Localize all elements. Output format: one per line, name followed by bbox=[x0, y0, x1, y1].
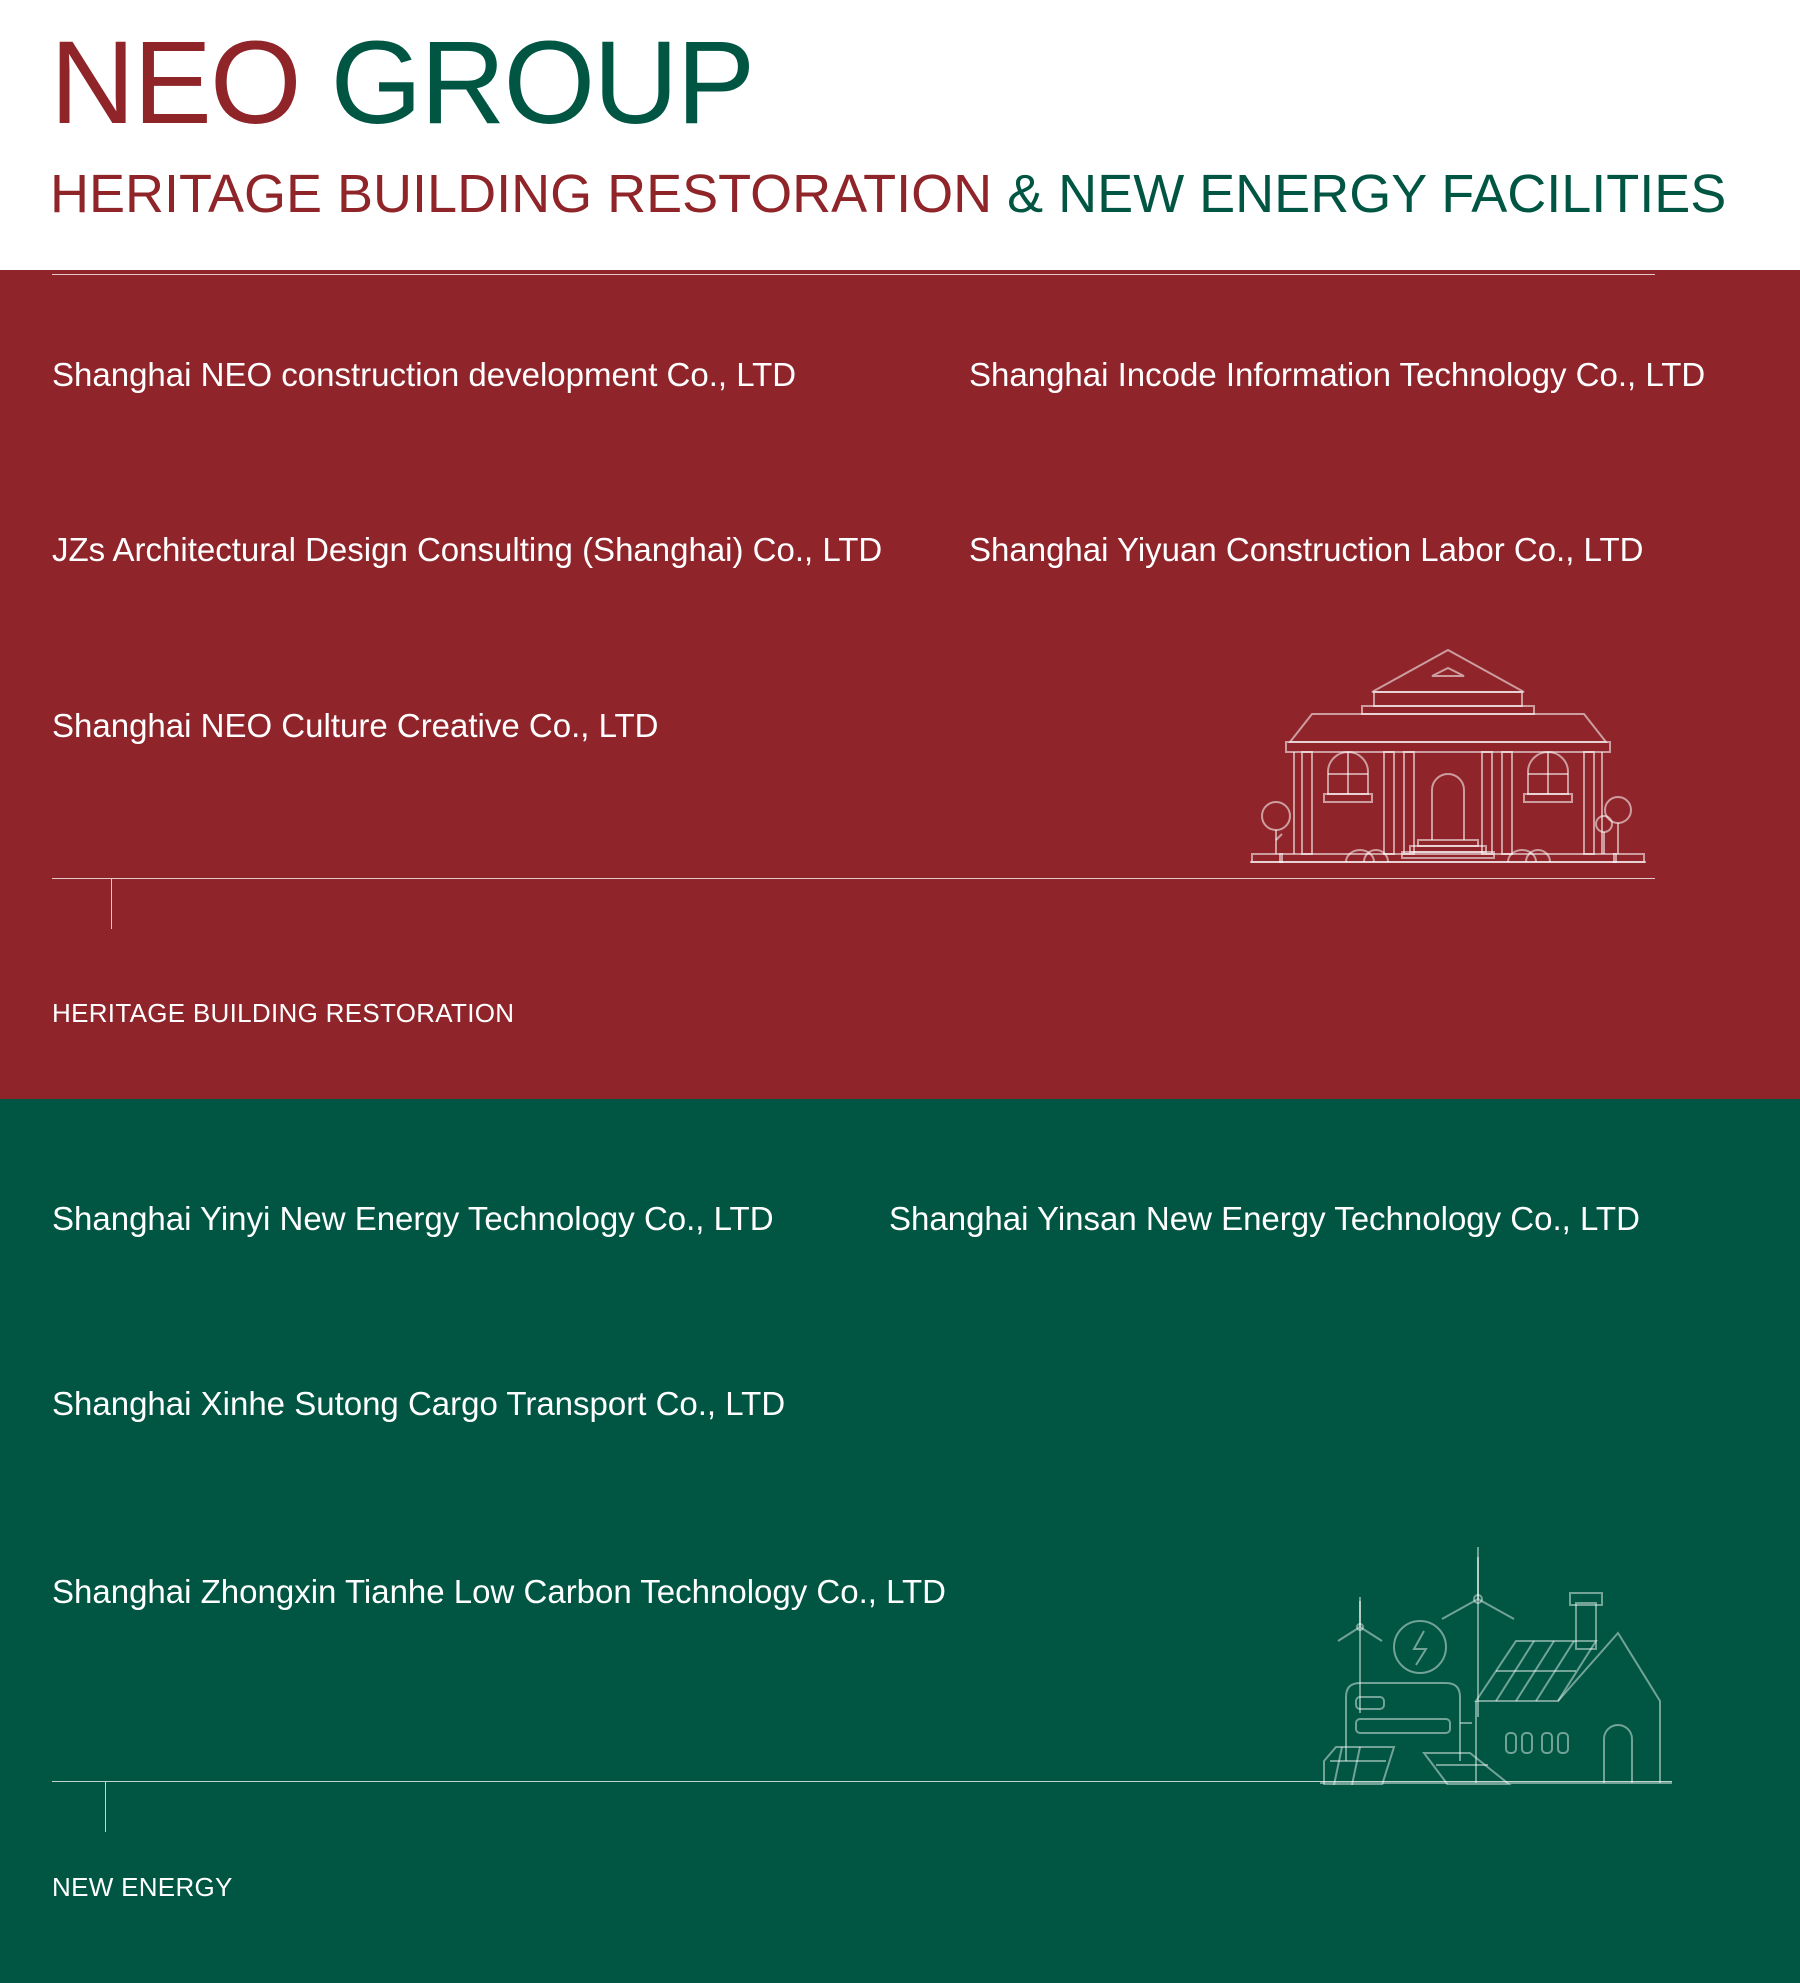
subtitle-part1: HERITAGE BUILDING RESTORATION bbox=[50, 164, 993, 224]
subtitle-part2: & NEW ENERGY FACILITIES bbox=[1007, 164, 1727, 224]
brand-title-part1: NEO bbox=[50, 17, 300, 149]
energy-section bbox=[0, 1099, 1800, 1983]
top-divider bbox=[52, 274, 1655, 275]
company-item: Shanghai Yiyuan Construction Labor Co., LTD bbox=[969, 531, 1644, 568]
header bbox=[0, 0, 1800, 270]
heritage-section bbox=[0, 270, 1800, 1099]
company-item: Shanghai Xinhe Sutong Cargo Transport Co., LTD bbox=[52, 1385, 786, 1422]
section-divider bbox=[52, 1781, 1672, 1782]
divider-tick bbox=[105, 1782, 106, 1832]
new-energy-facility-icon bbox=[1320, 1547, 1672, 1785]
section-label: NEW ENERGY bbox=[52, 1872, 233, 1902]
brand-title-part2: GROUP bbox=[330, 17, 754, 149]
divider-tick bbox=[111, 879, 112, 929]
company-item: Shanghai Yinsan New Energy Technology Co., LTD bbox=[889, 1200, 1640, 1237]
company-item: Shanghai Yinyi New Energy Technology Co., LTD bbox=[52, 1200, 774, 1237]
company-item: JZs Architectural Design Consulting (Shanghai) Co., LTD bbox=[52, 531, 883, 568]
section-label: HERITAGE BUILDING RESTORATION bbox=[52, 998, 515, 1028]
company-item: Shanghai NEO construction development Co., LTD bbox=[52, 356, 797, 393]
subtitle bbox=[50, 163, 1726, 225]
section-divider bbox=[52, 878, 1655, 879]
company-item: Shanghai Incode Information Technology Co., LTD bbox=[969, 356, 1706, 393]
brand-title bbox=[50, 18, 753, 148]
company-item: Shanghai NEO Culture Creative Co., LTD bbox=[52, 707, 659, 744]
company-item: Shanghai Zhongxin Tianhe Low Carbon Technology Co., LTD bbox=[52, 1573, 947, 1610]
classical-building-icon bbox=[1250, 648, 1646, 878]
